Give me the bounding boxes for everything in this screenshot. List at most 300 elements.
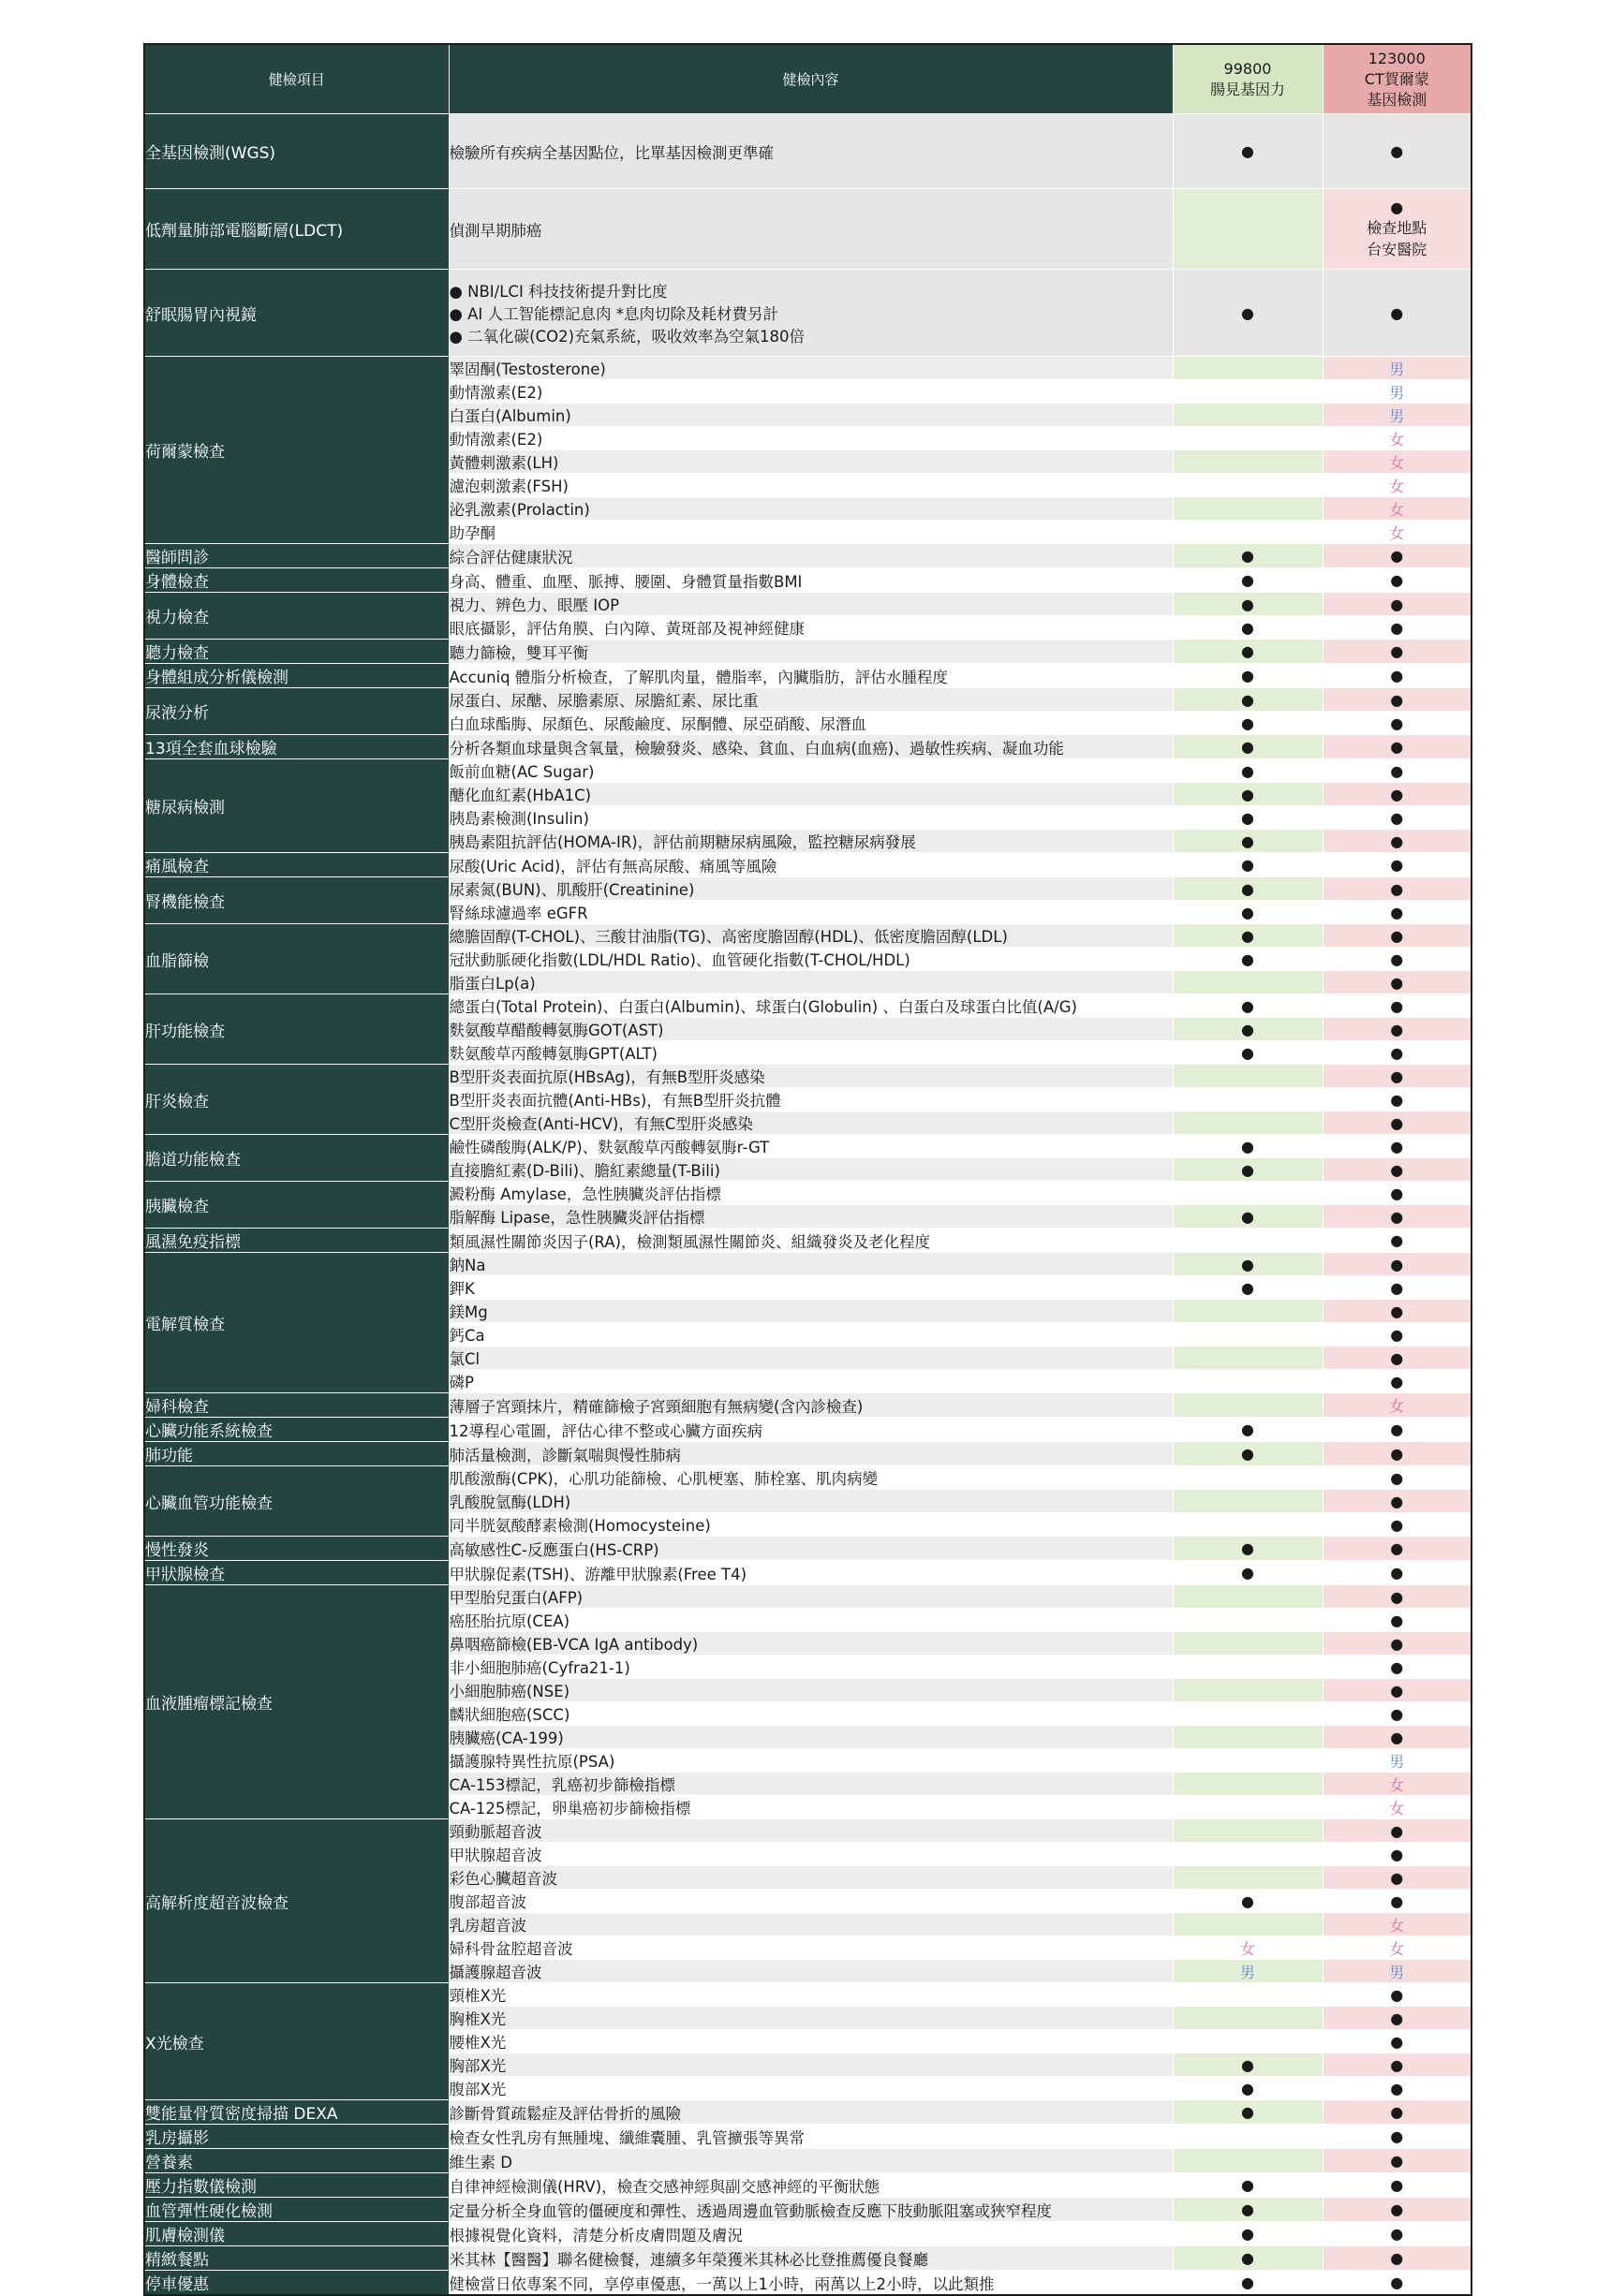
item-content: 飯前血糖(AC Sugar) — [449, 759, 1173, 783]
category-label: 全基因檢測(WGS) — [144, 114, 449, 189]
plan2-mark: ● — [1323, 971, 1472, 994]
male-mark: 男 — [1389, 360, 1405, 378]
table-row — [144, 2149, 1472, 2173]
item-content: 鉀K — [449, 1276, 1173, 1300]
plan1-mark: ● — [1173, 2100, 1323, 2125]
item-content: 分析各類血球量與含氧量，檢驗發炎、感染、貧血、白血病(血癌)、過敏性疾病、凝血功能 — [449, 735, 1173, 759]
table-row — [144, 357, 1472, 380]
item-content: 乳房超音波 — [449, 1913, 1173, 1936]
category-label: 肝功能檢查 — [144, 994, 449, 1065]
plan2-mark: ● — [1323, 1585, 1472, 1609]
item-content: 健檢當日依專案不同，享停車優惠，一萬以上1小時，兩萬以上2小時，以此類推 — [449, 2271, 1173, 2296]
female-mark: 女 — [1389, 430, 1405, 449]
plan2-mark — [1323, 189, 1472, 270]
plan2-mark: ● — [1323, 2173, 1472, 2198]
plan1-mark: ● — [1173, 1561, 1323, 1585]
table-row — [144, 924, 1472, 948]
plan2-mark: ● — [1323, 901, 1472, 924]
category-label: 醫師問診 — [144, 544, 449, 568]
plan1-mark: ● — [1173, 924, 1323, 948]
table-row — [144, 270, 1472, 357]
item-content: 直接膽紅素(D-Bili)、膽紅素總量(T-Bili) — [449, 1158, 1173, 1182]
item-content: 動情激素(E2) — [449, 427, 1173, 450]
item-content: 濾泡刺激素(FSH) — [449, 474, 1173, 497]
item-content: 胰臟癌(CA-199) — [449, 1726, 1173, 1749]
plan2-mark: ● — [1323, 1609, 1472, 1632]
item-content — [449, 270, 1173, 357]
table-row — [144, 1466, 1472, 1490]
item-content — [449, 189, 1173, 270]
plan1-mark: ● — [1173, 1276, 1323, 1300]
plan1-mark — [1173, 1773, 1323, 1796]
category-label: 身體檢查 — [144, 568, 449, 593]
plan1-mark: ● — [1173, 2198, 1323, 2222]
plan1-mark: ● — [1173, 2173, 1323, 2198]
plan1-mark: ● — [1173, 806, 1323, 830]
plan1-mark — [1173, 1466, 1323, 1490]
plan2-mark: ● — [1323, 1205, 1472, 1229]
item-content — [449, 114, 1173, 189]
item-content: 尿素氮(BUN)、肌酸肝(Creatinine) — [449, 877, 1173, 901]
category-label: 視力檢查 — [144, 593, 449, 640]
plan2-mark: ● — [1323, 1702, 1472, 1726]
plan2-mark — [1323, 427, 1472, 450]
plan2-mark: ● — [1323, 2007, 1472, 2030]
plan1-mark — [1173, 1843, 1323, 1866]
item-content: 頸動脈超音波 — [449, 1819, 1173, 1843]
plan2-mark: ● — [1323, 2077, 1472, 2100]
category-label: 身體組成分析儀檢測 — [144, 664, 449, 688]
item-content: 醣化血紅素(HbA1C) — [449, 783, 1173, 806]
plan1-mark — [1173, 2125, 1323, 2149]
plan2-mark — [1323, 1960, 1472, 1983]
plan2-line: ● — [1390, 142, 1404, 160]
plan2-mark — [1323, 1913, 1472, 1936]
table-row — [144, 114, 1472, 189]
plan2-mark: ● — [1323, 1819, 1472, 1843]
plan2-mark: ● — [1323, 1418, 1472, 1442]
table-row — [144, 2100, 1472, 2125]
plan2-mark: ● — [1323, 1843, 1472, 1866]
plan2-mark: ● — [1323, 1679, 1472, 1702]
item-content: 身高、體重、血壓、脈搏、腰圍、身體質量指數BMI — [449, 568, 1173, 593]
plan2-mark: ● — [1323, 1890, 1472, 1913]
table-row — [144, 1418, 1472, 1442]
item-content: 動情激素(E2) — [449, 380, 1173, 404]
item-content: 泌乳激素(Prolactin) — [449, 497, 1173, 521]
plan2-mark: ● — [1323, 1323, 1472, 1347]
plan2-mark: ● — [1323, 1632, 1472, 1656]
header-plan2 — [1323, 44, 1472, 114]
plan2-mark: ● — [1323, 616, 1472, 640]
plan1-mark — [1173, 1300, 1323, 1323]
item-content: 氯Cl — [449, 1347, 1173, 1370]
plan2-mark: ● — [1323, 640, 1472, 664]
plan1-mark: ● — [1173, 114, 1323, 189]
plan2-line: 檢查地點 — [1367, 219, 1427, 237]
plan1-mark: ● — [1173, 1442, 1323, 1466]
plan2-name-line2: 基因檢測 — [1367, 90, 1427, 109]
category-label: 血液腫瘤標記檢查 — [144, 1585, 449, 1819]
item-content: 冠狀動脈硬化指數(LDL/HDL Ratio)、血管硬化指數(T-CHOL/HDL) — [449, 948, 1173, 971]
header-plan1 — [1173, 44, 1323, 114]
category-label: 肺功能 — [144, 1442, 449, 1466]
plan1-mark — [1173, 357, 1323, 380]
item-content: 診斷骨質疏鬆症及評估骨折的風險 — [449, 2100, 1173, 2125]
table-body — [144, 114, 1472, 2296]
item-content: 鹼性磷酸脢(ALK/P)、麩氨酸草丙酸轉氨脢r-GT — [449, 1135, 1173, 1158]
item-content: 睪固酮(Testosterone) — [449, 357, 1173, 380]
category-label: 痛風檢查 — [144, 853, 449, 877]
plan1-mark — [1173, 427, 1323, 450]
table-row — [144, 1393, 1472, 1418]
table-row — [144, 2173, 1472, 2198]
plan2-mark: ● — [1323, 1466, 1472, 1490]
category-label: 甲狀腺檢查 — [144, 1561, 449, 1585]
content-line: 檢驗所有疾病全基因點位，比單基因檢測更準確 — [449, 143, 774, 162]
item-content: 腎絲球濾過率 eGFR — [449, 901, 1173, 924]
male-mark: 男 — [1389, 383, 1405, 402]
plan1-name: 腸見基因力 — [1209, 80, 1285, 98]
plan1-mark — [1173, 1585, 1323, 1609]
plan1-mark: ● — [1173, 1418, 1323, 1442]
plan2-mark: ● — [1323, 1158, 1472, 1182]
plan2-mark: ● — [1323, 1490, 1472, 1513]
plan1-mark: ● — [1173, 2271, 1323, 2296]
item-content: 鼻咽癌篩檢(EB-VCA IgA antibody) — [449, 1632, 1173, 1656]
item-content: 腹部超音波 — [449, 1890, 1173, 1913]
item-content: 尿蛋白、尿醣、尿膽素原、尿膽紅素、尿比重 — [449, 688, 1173, 712]
table-row — [144, 1065, 1472, 1088]
plan1-mark: ● — [1173, 901, 1323, 924]
plan1-mark — [1173, 1866, 1323, 1890]
plan2-mark: ● — [1323, 1656, 1472, 1679]
male-mark: 男 — [1239, 1963, 1255, 1981]
plan1-mark: ● — [1173, 2053, 1323, 2077]
plan1-mark — [1173, 1513, 1323, 1537]
plan1-mark — [1173, 1960, 1323, 1983]
plan2-mark — [1323, 114, 1472, 189]
category-label: 營養素 — [144, 2149, 449, 2173]
plan1-mark — [1173, 2030, 1323, 2053]
table-row — [144, 544, 1472, 568]
plan1-mark — [1173, 404, 1323, 427]
plan2-mark: ● — [1323, 1983, 1472, 2007]
category-label: 慢性發炎 — [144, 1537, 449, 1561]
category-label: 腎機能檢查 — [144, 877, 449, 924]
plan1-mark — [1173, 380, 1323, 404]
item-content: 肌酸激酶(CPK)，心肌功能篩檢、心肌梗塞、肺栓塞、肌肉病變 — [449, 1466, 1173, 1490]
female-mark: 女 — [1389, 1397, 1405, 1415]
plan1-mark — [1173, 2007, 1323, 2030]
plan2-mark: ● — [1323, 806, 1472, 830]
content-line: 偵測早期肺癌 — [449, 221, 542, 240]
plan1-mark — [1173, 497, 1323, 521]
item-content: 米其林【醫醫】聯名健檢餐，連續多年榮獲米其林必比登推薦優良餐廳 — [449, 2246, 1173, 2271]
header-category: 健檢項目 — [144, 44, 449, 114]
plan1-mark: ● — [1173, 948, 1323, 971]
item-content: 鈣Ca — [449, 1323, 1173, 1347]
plan2-mark: ● — [1323, 1041, 1472, 1065]
item-content: 麟狀細胞癌(SCC) — [449, 1702, 1173, 1726]
plan1-mark — [1173, 971, 1323, 994]
health-check-comparison-table — [143, 43, 1472, 2296]
plan2-mark: ● — [1323, 2053, 1472, 2077]
table-row — [144, 877, 1472, 901]
plan2-mark: ● — [1323, 924, 1472, 948]
plan2-mark: ● — [1323, 1276, 1472, 1300]
plan2-mark: ● — [1323, 1442, 1472, 1466]
plan2-price: 123000 — [1368, 49, 1426, 67]
item-content: 攝護腺超音波 — [449, 1960, 1173, 1983]
item-content: 肺活量檢測，診斷氣喘與慢性肺病 — [449, 1442, 1173, 1466]
table-row — [144, 2246, 1472, 2271]
plan1-mark — [1173, 1726, 1323, 1749]
plan1-mark: ● — [1173, 877, 1323, 901]
plan1-mark: ● — [1173, 688, 1323, 712]
plan1-mark: ● — [1173, 2246, 1323, 2271]
category-label: 精緻餐點 — [144, 2246, 449, 2271]
plan1-mark — [1173, 1749, 1323, 1773]
plan1-mark — [1173, 1702, 1323, 1726]
item-content: 磷P — [449, 1370, 1173, 1393]
plan2-mark: ● — [1323, 1866, 1472, 1890]
table-row — [144, 1819, 1472, 1843]
item-content: 婦科骨盆腔超音波 — [449, 1936, 1173, 1960]
category-label: 血管彈性硬化檢測 — [144, 2198, 449, 2222]
plan2-mark: ● — [1323, 2246, 1472, 2271]
plan2-line: ● — [1390, 303, 1404, 322]
item-content: 綜合評估健康狀況 — [449, 544, 1173, 568]
plan1-mark — [1173, 1182, 1323, 1205]
plan2-mark — [1323, 1393, 1472, 1418]
table-row — [144, 2222, 1472, 2246]
item-content: 非小細胞肺癌(Cyfra21-1) — [449, 1656, 1173, 1679]
table-row — [144, 688, 1472, 712]
plan2-mark — [1323, 270, 1472, 357]
plan2-mark: ● — [1323, 593, 1472, 616]
item-content: 澱粉酶 Amylase，急性胰臟炎評估指標 — [449, 1182, 1173, 1205]
item-content: 鈉Na — [449, 1253, 1173, 1276]
item-content: 胰島素檢測(Insulin) — [449, 806, 1173, 830]
plan2-mark: ● — [1323, 759, 1472, 783]
plan2-mark: ● — [1323, 994, 1472, 1018]
category-label: 電解質檢查 — [144, 1253, 449, 1393]
category-label: 風濕免疫指標 — [144, 1229, 449, 1253]
item-content: 小細胞肺癌(NSE) — [449, 1679, 1173, 1702]
plan1-mark — [1173, 521, 1323, 544]
item-content: 脂蛋白Lp(a) — [449, 971, 1173, 994]
item-content: 尿酸(Uric Acid)，評估有無高尿酸、痛風等風險 — [449, 853, 1173, 877]
plan1-mark: ● — [1173, 735, 1323, 759]
item-content: 攝護腺特異性抗原(PSA) — [449, 1749, 1173, 1773]
plan1-mark — [1173, 1913, 1323, 1936]
table-row — [144, 2125, 1472, 2149]
plan1-mark — [1173, 1936, 1323, 1960]
plan2-mark — [1323, 497, 1472, 521]
plan1-mark: ● — [1173, 830, 1323, 853]
plan1-mark: ● — [1173, 759, 1323, 783]
table-row — [144, 1983, 1472, 2007]
item-content: Accuniq 體脂分析檢查，了解肌肉量，體脂率，內臟脂肪，評估水腫程度 — [449, 664, 1173, 688]
item-content: 甲型胎兒蛋白(AFP) — [449, 1585, 1173, 1609]
plan1-mark — [1173, 1065, 1323, 1088]
item-content: B型肝炎表面抗體(Anti-HBs)，有無B型肝炎抗體 — [449, 1088, 1173, 1111]
plan1-mark — [1173, 474, 1323, 497]
item-content: 12導程心電圖，評估心律不整或心臟方面疾病 — [449, 1418, 1173, 1442]
item-content: 視力、辨色力、眼壓 IOP — [449, 593, 1173, 616]
category-label: 乳房攝影 — [144, 2125, 449, 2149]
female-mark: 女 — [1239, 1939, 1255, 1958]
item-content: CA-125標記，卵巢癌初步篩檢指標 — [449, 1796, 1173, 1819]
plan1-mark — [1173, 1983, 1323, 2007]
item-content: 白血球酯脢、尿顏色、尿酸鹼度、尿酮體、尿亞硝酸、尿潛血 — [449, 712, 1173, 735]
plan2-mark: ● — [1323, 1111, 1472, 1135]
item-content: 彩色心臟超音波 — [449, 1866, 1173, 1890]
item-content: C型肝炎檢查(Anti-HCV)，有無C型肝炎感染 — [449, 1111, 1173, 1135]
table-row — [144, 1182, 1472, 1205]
female-mark: 女 — [1389, 1775, 1405, 1794]
item-content: 胸部X光 — [449, 2053, 1173, 2077]
plan1-mark — [1173, 1370, 1323, 1393]
category-label: 肌膚檢測儀 — [144, 2222, 449, 2246]
female-mark: 女 — [1389, 477, 1405, 495]
plan1-mark: ● — [1173, 1018, 1323, 1041]
female-mark: 女 — [1389, 453, 1405, 472]
plan1-mark: ● — [1173, 568, 1323, 593]
item-content: 高敏感性C-反應蛋白(HS-CRP) — [449, 1537, 1173, 1561]
male-mark: 男 — [1389, 1963, 1405, 1981]
plan2-mark: ● — [1323, 830, 1472, 853]
table-row — [144, 853, 1472, 877]
category-label: 13項全套血球檢驗 — [144, 735, 449, 759]
plan1-mark — [1173, 1819, 1323, 1843]
plan1-mark — [1173, 2149, 1323, 2173]
category-label: 血脂篩檢 — [144, 924, 449, 994]
category-label: 停車優惠 — [144, 2271, 449, 2296]
item-content: 類風濕性關節炎因子(RA)，檢測類風濕性關節炎、組織發炎及老化程度 — [449, 1229, 1173, 1253]
category-label: X光檢查 — [144, 1983, 449, 2100]
plan2-mark — [1323, 1773, 1472, 1796]
table-row — [144, 2271, 1472, 2296]
plan1-mark — [1173, 1111, 1323, 1135]
table-row — [144, 1253, 1472, 1276]
category-label: 低劑量肺部電腦斷層(LDCT) — [144, 189, 449, 270]
plan2-mark: ● — [1323, 1300, 1472, 1323]
plan1-mark: ● — [1173, 270, 1323, 357]
category-label: 糖尿病檢測 — [144, 759, 449, 853]
item-content: B型肝炎表面抗原(HBsAg)，有無B型肝炎感染 — [449, 1065, 1173, 1088]
plan1-mark: ● — [1173, 593, 1323, 616]
item-content: 黃體刺激素(LH) — [449, 450, 1173, 474]
plan2-mark: ● — [1323, 712, 1472, 735]
plan1-mark — [1173, 189, 1323, 270]
item-content: 薄層子宮頸抹片，精確篩檢子宮頸細胞有無病變(含內診檢查) — [449, 1393, 1173, 1418]
plan1-price: 99800 — [1223, 59, 1272, 78]
category-label: 荷爾蒙檢查 — [144, 357, 449, 544]
male-mark: 男 — [1389, 1752, 1405, 1771]
table-row — [144, 1442, 1472, 1466]
plan2-mark — [1323, 380, 1472, 404]
plan2-mark: ● — [1323, 948, 1472, 971]
item-content: 鎂Mg — [449, 1300, 1173, 1323]
item-content: 癌胚胎抗原(CEA) — [449, 1609, 1173, 1632]
plan2-mark: ● — [1323, 2198, 1472, 2222]
plan1-mark — [1173, 1393, 1323, 1418]
plan1-mark: ● — [1173, 1158, 1323, 1182]
plan2-line: ● — [1390, 199, 1404, 216]
plan1-mark: ● — [1173, 783, 1323, 806]
plan2-mark: ● — [1323, 1537, 1472, 1561]
plan2-mark: ● — [1323, 2030, 1472, 2053]
item-content: 胰島素阻抗評估(HOMA-IR)，評估前期糖尿病風險，監控糖尿病發展 — [449, 830, 1173, 853]
plan2-mark: ● — [1323, 1513, 1472, 1537]
plan1-mark: ● — [1173, 712, 1323, 735]
plan2-mark — [1323, 404, 1472, 427]
plan1-mark — [1173, 1347, 1323, 1370]
table-row — [144, 1229, 1472, 1253]
table-row — [144, 994, 1472, 1018]
item-content: 定量分析全身血管的僵硬度和彈性、透過周邊血管動脈檢查反應下肢動脈阻塞或狹窄程度 — [449, 2198, 1173, 2222]
plan1-mark: ● — [1173, 640, 1323, 664]
item-content: 乳酸脫氫酶(LDH) — [449, 1490, 1173, 1513]
plan1-mark: ● — [1173, 2077, 1323, 2100]
plan2-mark: ● — [1323, 664, 1472, 688]
plan2-mark — [1323, 450, 1472, 474]
plan2-mark — [1323, 1796, 1472, 1819]
item-content: 腰椎X光 — [449, 2030, 1173, 2053]
plan1-mark: ● — [1173, 1205, 1323, 1229]
plan2-mark: ● — [1323, 2271, 1472, 2296]
table-row — [144, 735, 1472, 759]
plan1-mark: ● — [1173, 1537, 1323, 1561]
plan2-mark — [1323, 357, 1472, 380]
item-content: 自律神經檢測儀(HRV)，檢查交感神經與副交感神經的平衡狀態 — [449, 2173, 1173, 2198]
plan2-mark — [1323, 474, 1472, 497]
item-content: 白蛋白(Albumin) — [449, 404, 1173, 427]
table-row — [144, 640, 1472, 664]
plan2-name: CT賀爾蒙 — [1364, 69, 1429, 88]
category-label: 尿液分析 — [144, 688, 449, 735]
plan1-mark — [1173, 1656, 1323, 1679]
item-content: 聽力篩檢，雙耳平衡 — [449, 640, 1173, 664]
plan1-mark — [1173, 1229, 1323, 1253]
female-mark: 女 — [1389, 1939, 1405, 1958]
item-content: 甲狀腺超音波 — [449, 1843, 1173, 1866]
table-row — [144, 759, 1472, 783]
table-row — [144, 1561, 1472, 1585]
category-label: 高解析度超音波檢查 — [144, 1819, 449, 1983]
plan2-mark: ● — [1323, 1065, 1472, 1088]
plan2-mark: ● — [1323, 1561, 1472, 1585]
plan2-mark: ● — [1323, 688, 1472, 712]
plan2-mark: ● — [1323, 1726, 1472, 1749]
plan2-mark: ● — [1323, 2149, 1472, 2173]
item-content: CA-153標記，乳癌初步篩檢指標 — [449, 1773, 1173, 1796]
female-mark: 女 — [1389, 1916, 1405, 1935]
plan2-mark: ● — [1323, 2125, 1472, 2149]
plan2-mark: ● — [1323, 2222, 1472, 2246]
item-content: 助孕酮 — [449, 521, 1173, 544]
item-content: 麩氨酸草醋酸轉氨脢GOT(AST) — [449, 1018, 1173, 1041]
category-label: 婦科檢查 — [144, 1393, 449, 1418]
category-label: 心臟功能系統檢查 — [144, 1418, 449, 1442]
item-content: 同半胱氨酸酵素檢測(Homocysteine) — [449, 1513, 1173, 1537]
plan1-mark: ● — [1173, 1890, 1323, 1913]
item-content: 胸椎X光 — [449, 2007, 1173, 2030]
plan2-mark: ● — [1323, 853, 1472, 877]
item-content: 檢查女性乳房有無腫塊、纖維囊腫、乳管擴張等異常 — [449, 2125, 1173, 2149]
